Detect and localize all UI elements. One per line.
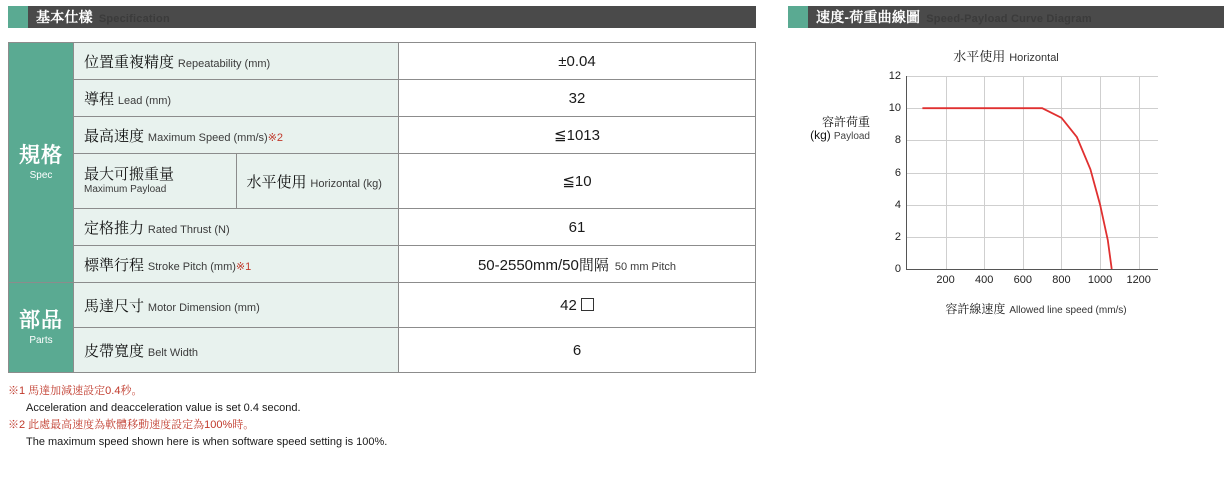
item-repeatability-cn: 位置重複精度 bbox=[84, 53, 175, 71]
value-maximum-payload: ≦10 bbox=[399, 154, 756, 209]
item-maximum-payload bbox=[74, 154, 237, 209]
speed-payload-chart bbox=[788, 38, 1224, 328]
specification-section-header bbox=[8, 6, 756, 28]
chart-y-tick: 4 bbox=[894, 198, 901, 211]
value-repeatability: ±0.04 bbox=[399, 43, 756, 80]
item-maximum-speed-cn: 最高速度 bbox=[84, 127, 145, 145]
item-motor-dimension bbox=[74, 283, 399, 328]
header-gap-right bbox=[808, 6, 816, 28]
y-axis-label-unit: (kg) bbox=[810, 128, 831, 143]
table-row bbox=[9, 246, 756, 283]
chart-x-tick: 400 bbox=[975, 274, 994, 286]
value-stroke-pitch: 50-2550mm/50間隔 50 mm Pitch bbox=[399, 246, 756, 283]
specification-table bbox=[8, 42, 756, 373]
item-stroke-pitch-en: Stroke Pitch (mm) bbox=[147, 260, 236, 273]
item-belt-width-cn: 皮帶寬度 bbox=[84, 342, 145, 360]
item-lead-cn: 導程 bbox=[84, 90, 115, 108]
chart-y-tick: 10 bbox=[888, 102, 901, 115]
chart-x-tick: 800 bbox=[1052, 274, 1071, 286]
side-label-parts-cn: 部品 bbox=[19, 309, 63, 333]
specification-header-cn: 基本仕樣 bbox=[36, 9, 93, 25]
value-belt-width: 6 bbox=[399, 328, 756, 373]
curve-section-header bbox=[788, 6, 1224, 28]
item-maximum-speed bbox=[74, 117, 399, 154]
item-horizontal-en: Horizontal (kg) bbox=[310, 177, 382, 190]
chart-y-axis-label bbox=[804, 116, 870, 143]
value-rated-thrust: 61 bbox=[399, 209, 756, 246]
chart-x-tick: 1000 bbox=[1087, 274, 1113, 286]
item-maximum-payload-cn: 最大可搬重量 bbox=[84, 166, 175, 184]
item-stroke-pitch-cn: 標準行程 bbox=[84, 256, 145, 274]
item-lead-en: Lead (mm) bbox=[117, 94, 172, 107]
specification-header-en: Specification bbox=[98, 13, 170, 25]
item-motor-dimension-en: Motor Dimension (mm) bbox=[147, 301, 260, 314]
square-symbol-icon bbox=[581, 298, 594, 311]
chart-plot-area bbox=[888, 70, 1158, 286]
item-rated-thrust-en: Rated Thrust (N) bbox=[147, 223, 230, 236]
item-maximum-speed-mark: ※2 bbox=[267, 131, 284, 144]
item-maximum-payload-horizontal bbox=[236, 154, 399, 209]
table-row bbox=[9, 328, 756, 373]
x-axis-label-en: Allowed line speed (mm/s) bbox=[1009, 305, 1127, 316]
table-row bbox=[9, 43, 756, 80]
table-row bbox=[9, 283, 756, 328]
item-belt-width bbox=[74, 328, 399, 373]
y-axis-label-en: Payload bbox=[833, 131, 870, 143]
curve-header-title bbox=[816, 7, 1092, 27]
chart-title-en: Horizontal bbox=[1009, 52, 1059, 64]
chart-title bbox=[788, 46, 1224, 65]
header-accent-bar-right bbox=[788, 6, 808, 28]
side-label-parts bbox=[9, 283, 74, 373]
item-motor-dimension-cn: 馬達尺寸 bbox=[84, 297, 145, 315]
footnotes bbox=[8, 383, 756, 451]
footnote-1-cn: ※1 馬達加減速設定0.4秒。 bbox=[8, 385, 143, 397]
item-lead bbox=[74, 80, 399, 117]
chart-title-cn: 水平使用 bbox=[953, 49, 1006, 64]
chart-y-tick: 2 bbox=[894, 230, 901, 243]
curve-header-en: Speed-Payload Curve Diagram bbox=[926, 13, 1092, 25]
footnote-1-en: Acceleration and deacceleration value is set 0.4 second. bbox=[26, 402, 301, 415]
chart-y-tick: 12 bbox=[888, 70, 901, 82]
chart-y-tick: 0 bbox=[894, 263, 901, 275]
speed-payload-panel bbox=[788, 6, 1224, 328]
value-lead: 32 bbox=[399, 80, 756, 117]
footnote-2-en: The maximum speed shown here is when software speed setting is 100%. bbox=[26, 436, 388, 449]
side-label-parts-en: Parts bbox=[29, 334, 53, 346]
table-row bbox=[9, 117, 756, 154]
item-rated-thrust-cn: 定格推力 bbox=[84, 219, 145, 237]
chart-x-axis-label bbox=[886, 300, 1186, 317]
curve-header-cn: 速度-荷重曲線圖 bbox=[816, 9, 921, 25]
value-maximum-speed: ≦1013 bbox=[399, 117, 756, 154]
chart-x-tick: 600 bbox=[1013, 274, 1033, 286]
side-label-spec bbox=[9, 43, 74, 283]
item-maximum-speed-en: Maximum Speed (mm/s) bbox=[147, 131, 268, 144]
chart-series-line bbox=[922, 108, 1111, 269]
value-stroke-pitch-note: 50 mm Pitch bbox=[614, 260, 677, 273]
header-accent-bar bbox=[8, 6, 28, 28]
header-gap bbox=[28, 6, 36, 28]
specification-panel bbox=[8, 6, 756, 451]
item-repeatability bbox=[74, 43, 399, 80]
item-maximum-payload-en: Maximum Payload bbox=[84, 183, 167, 195]
chart-y-tick: 6 bbox=[894, 166, 901, 179]
chart-series-layer bbox=[907, 76, 1158, 269]
x-axis-label-cn: 容許線速度 bbox=[945, 302, 1006, 316]
item-belt-width-en: Belt Width bbox=[147, 346, 199, 359]
item-rated-thrust bbox=[74, 209, 399, 246]
table-row bbox=[9, 209, 756, 246]
item-stroke-pitch bbox=[74, 246, 399, 283]
value-motor-dimension: 42 bbox=[399, 283, 756, 328]
side-label-spec-en: Spec bbox=[29, 169, 53, 181]
chart-y-tick: 8 bbox=[894, 134, 901, 147]
y-axis-label-cn: 容許荷重 bbox=[821, 115, 870, 129]
footnote-2-cn: ※2 此處最高速度為軟體移動速度設定為100%時。 bbox=[8, 419, 255, 432]
chart-x-tick: 200 bbox=[936, 274, 955, 286]
table-row bbox=[9, 80, 756, 117]
side-label-spec-cn: 規格 bbox=[19, 144, 63, 168]
item-stroke-pitch-mark: ※1 bbox=[235, 260, 252, 273]
item-horizontal-cn: 水平使用 bbox=[246, 173, 307, 191]
table-row bbox=[9, 154, 756, 209]
item-repeatability-en: Repeatability (mm) bbox=[177, 57, 271, 70]
specification-header-title bbox=[36, 7, 170, 27]
chart-x-tick: 1200 bbox=[1126, 274, 1151, 286]
